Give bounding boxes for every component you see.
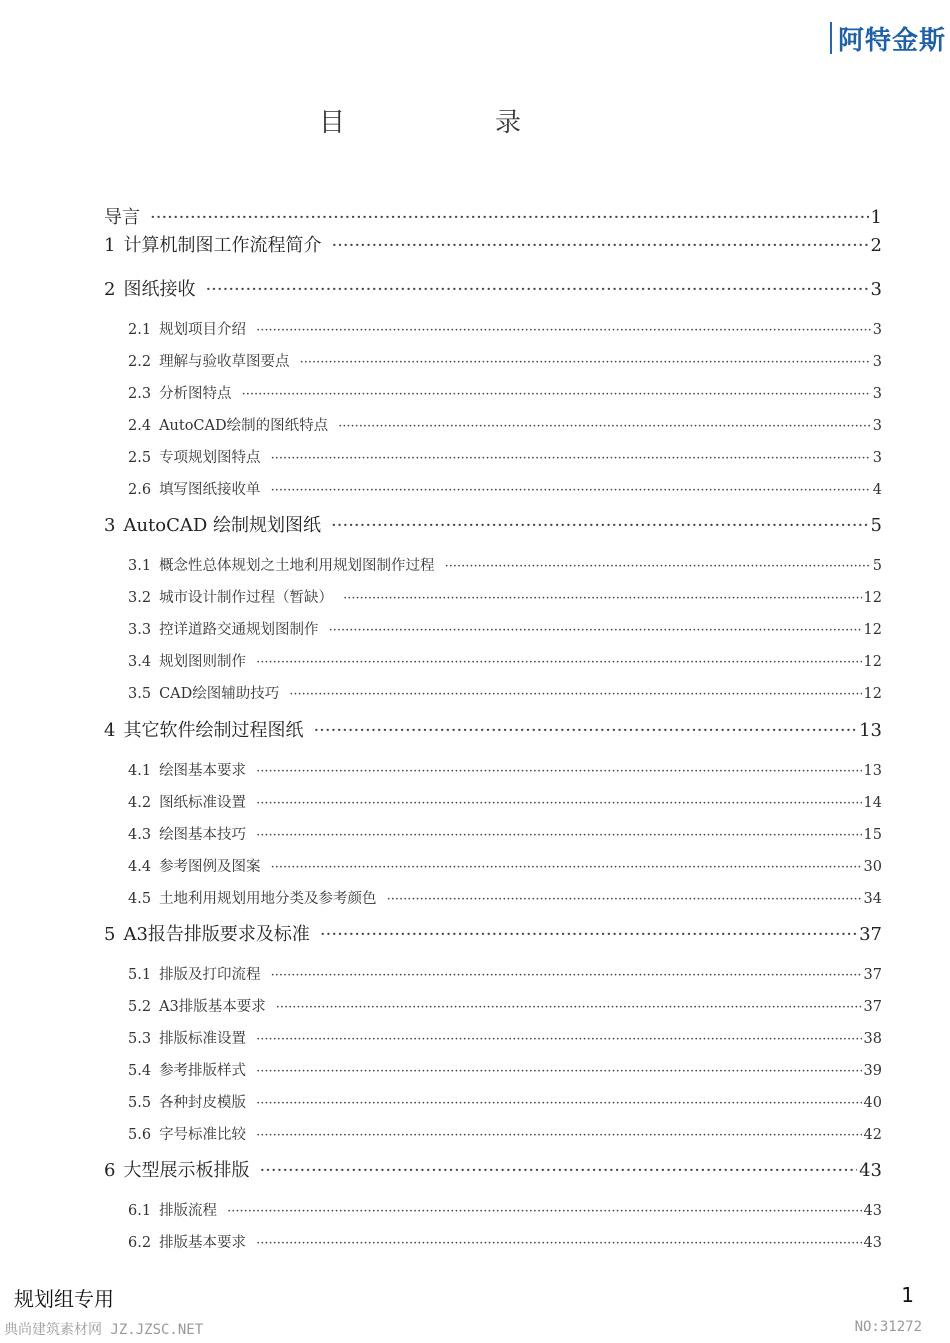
toc-entry[interactable]	[128, 963, 882, 984]
toc-entry[interactable]	[128, 1199, 882, 1220]
toc-entry-page: 5	[870, 515, 882, 536]
toc-entry-number: 2.2	[128, 354, 152, 370]
toc-entry[interactable]	[128, 759, 882, 780]
toc-entry-number: 4.2	[128, 795, 152, 811]
toc-entry-number: 5.5	[128, 1095, 152, 1111]
toc-entry-title: 绘图基本要求	[159, 763, 247, 779]
toc-entry-page: 43	[859, 1160, 882, 1181]
toc-entry-number: 4.3	[128, 827, 152, 843]
toc-entry-number: 5.6	[128, 1127, 152, 1143]
toc-entry-page: 37	[859, 924, 882, 945]
toc-entry-number: 4.5	[128, 891, 152, 907]
toc-entry-title: AutoCAD绘制的图纸特点	[159, 418, 329, 434]
toc-entry-number: 2.3	[128, 386, 152, 402]
toc-leader-dots	[271, 860, 862, 875]
toc-entry-page: 13	[859, 720, 882, 741]
toc-leader-dots	[445, 559, 871, 574]
toc-entry-title: 绘图基本技巧	[159, 827, 247, 843]
toc-entry-page: 12	[863, 654, 882, 670]
toc-entry-title: 大型展示板排版	[123, 1160, 250, 1181]
toc-entry-title: 字号标准比较	[159, 1127, 247, 1143]
toc-entry-page: 2	[870, 235, 882, 256]
toc-entry-number: 6.2	[128, 1235, 152, 1251]
toc-entry[interactable]	[128, 586, 882, 607]
toc-entry-number: 6	[104, 1160, 116, 1181]
watermark-left: 典尚建筑素材网 JZ.JZSC.NET	[4, 1322, 204, 1338]
toc-entry[interactable]	[128, 1059, 882, 1080]
toc-leader-dots	[271, 451, 871, 466]
toc-entry-number: 3	[104, 515, 116, 536]
toc-entry[interactable]	[128, 414, 882, 435]
toc-entry-number: 2.1	[128, 322, 152, 338]
toc-entry-number: 4	[104, 720, 116, 741]
toc-entry-title: 填写图纸接收单	[159, 482, 261, 498]
toc-entry-page: 1	[870, 207, 882, 228]
toc-entry-title: 排版流程	[159, 1203, 218, 1219]
toc-entry-page: 12	[863, 686, 882, 702]
toc-entry[interactable]	[128, 855, 882, 876]
toc-entry-title: 各种封皮模版	[159, 1095, 247, 1111]
toc-entry[interactable]	[128, 1027, 882, 1048]
footer-page-number: 1	[901, 1283, 914, 1307]
toc-entry-title: 图纸标准设置	[159, 795, 247, 811]
toc-leader-dots	[289, 687, 861, 702]
toc-leader-dots	[338, 419, 871, 434]
toc-entry[interactable]	[128, 478, 882, 499]
toc-entry[interactable]	[128, 318, 882, 339]
toc-entry-number: 3.5	[128, 686, 152, 702]
toc-entry-page: 3	[872, 450, 882, 466]
toc-entry[interactable]	[104, 511, 882, 537]
toc-entry[interactable]	[128, 446, 882, 467]
toc-entry-title: 其它软件绘制过程图纸	[123, 720, 304, 741]
toc-entry-page: 3	[872, 386, 882, 402]
toc-entry-page: 12	[863, 622, 882, 638]
toc-entry[interactable]	[128, 350, 882, 371]
toc-entry[interactable]	[128, 1231, 882, 1252]
toc-entry-page: 15	[863, 827, 882, 843]
toc-leader-dots	[271, 483, 871, 498]
toc-leader-dots	[256, 1128, 861, 1143]
toc-leader-dots	[205, 279, 868, 300]
toc-entry-title: 规划图则制作	[159, 654, 247, 670]
toc-entry[interactable]	[128, 1091, 882, 1112]
toc-leader-dots	[320, 924, 857, 945]
toc-entry-title: 排版标准设置	[159, 1031, 247, 1047]
toc-leader-dots	[256, 828, 861, 843]
toc-entry[interactable]	[128, 618, 882, 639]
toc-entry-number: 3.2	[128, 590, 152, 606]
brand-bar	[830, 22, 832, 54]
toc-entry-page: 39	[863, 1063, 882, 1079]
toc-leader-dots	[256, 323, 871, 338]
toc-entry-page: 14	[863, 795, 882, 811]
toc-entry-page: 30	[863, 859, 882, 875]
toc-entry-number: 6.1	[128, 1203, 152, 1219]
toc-entry[interactable]	[128, 887, 882, 908]
toc-leader-dots	[256, 796, 861, 811]
toc-entry-page: 13	[863, 763, 882, 779]
toc-leader-dots	[329, 623, 862, 638]
toc-leader-dots	[256, 764, 861, 779]
toc-entry-page: 3	[872, 418, 882, 434]
toc-leader-dots	[259, 1160, 857, 1181]
brand-logo	[830, 18, 946, 58]
toc-entry-number: 5.1	[128, 967, 152, 983]
toc-entry-page: 34	[863, 891, 882, 907]
toc-leader-dots	[256, 1032, 861, 1047]
toc-entry-title: 专项规划图特点	[159, 450, 261, 466]
toc-entry[interactable]	[104, 203, 882, 229]
toc-entry-title: 概念性总体规划之土地利用规划图制作过程	[159, 558, 435, 574]
footer-label: 规划组专用	[14, 1287, 114, 1311]
watermark-right: NO:31272	[854, 1319, 922, 1335]
toc-entry-title: 计算机制图工作流程简介	[123, 235, 322, 256]
toc-entry-title: 导言	[104, 207, 140, 228]
toc-entry[interactable]	[128, 1123, 882, 1144]
toc-entry-number: 3.3	[128, 622, 152, 638]
toc-leader-dots	[331, 515, 869, 536]
toc-entry[interactable]	[128, 554, 882, 575]
toc-leader-dots	[300, 355, 871, 370]
toc-entry-title: 城市设计制作过程（暂缺）	[159, 590, 334, 606]
toc-entry[interactable]	[104, 920, 882, 946]
toc-entry-page: 37	[863, 999, 882, 1015]
toc-leader-dots	[256, 655, 861, 670]
toc-entry[interactable]	[104, 275, 882, 301]
toc-entry-number: 3.4	[128, 654, 152, 670]
toc-entry[interactable]	[128, 650, 882, 671]
toc-entry-title: 土地利用规划用地分类及参考颜色	[159, 891, 377, 907]
toc-leader-dots	[256, 1064, 861, 1079]
toc-entry-number: 1	[104, 235, 116, 256]
toc-title: 目录	[318, 108, 671, 138]
brand-name: 阿特金斯	[837, 25, 946, 56]
toc-entry[interactable]	[128, 823, 882, 844]
toc-entry-title: 参考排版样式	[159, 1063, 247, 1079]
toc-entry-number: 4.1	[128, 763, 152, 779]
toc-entry-page: 40	[863, 1095, 882, 1111]
toc-entry-page: 38	[863, 1031, 882, 1047]
toc-entry-number: 5.4	[128, 1063, 152, 1079]
toc-entry[interactable]	[104, 1156, 882, 1182]
toc-entry-title: 理解与验收草图要点	[159, 354, 290, 370]
toc-leader-dots	[276, 1000, 862, 1015]
toc-leader-dots	[242, 387, 871, 402]
toc-leader-dots	[150, 207, 869, 228]
toc-entry[interactable]	[128, 682, 882, 703]
toc-entry-page: 3	[870, 279, 882, 300]
toc-leader-dots	[271, 968, 862, 983]
toc-entry-title: 分析图特点	[159, 386, 232, 402]
toc-entry-page: 4	[872, 482, 882, 498]
toc-entry-title: 规划项目介绍	[159, 322, 247, 338]
toc-entry-title: 排版基本要求	[159, 1235, 247, 1251]
toc-entry-title: 图纸接收	[123, 279, 196, 300]
toc-leader-dots	[313, 720, 857, 741]
toc-entry-page: 37	[863, 967, 882, 983]
toc-entry-page: 3	[872, 322, 882, 338]
toc-entry-page: 12	[863, 590, 882, 606]
toc-entry-page: 42	[863, 1127, 882, 1143]
toc-entry-number: 5.2	[128, 999, 152, 1015]
toc-leader-dots	[343, 591, 861, 606]
toc-entry[interactable]	[128, 791, 882, 812]
toc-entry-title: A3报告排版要求及标准	[123, 924, 310, 945]
toc-entry-number: 2.5	[128, 450, 152, 466]
toc-entry-title: A3排版基本要求	[159, 999, 266, 1015]
toc-entry-number: 3.1	[128, 558, 152, 574]
toc-entry-page: 5	[872, 558, 882, 574]
toc-entry-title: 参考图例及图案	[159, 859, 261, 875]
toc-entry-page: 43	[863, 1203, 882, 1219]
toc-entry[interactable]	[104, 231, 882, 257]
toc-entry-title: CAD绘图辅助技巧	[159, 686, 280, 702]
toc-entry-number: 5	[104, 924, 116, 945]
toc-entry-page: 3	[872, 354, 882, 370]
toc-entry-number: 2.4	[128, 418, 152, 434]
toc-entry-number: 5.3	[128, 1031, 152, 1047]
toc-leader-dots	[331, 235, 868, 256]
toc-leader-dots	[387, 892, 862, 907]
toc-entry-page: 43	[863, 1235, 882, 1251]
toc-entry-title: 控详道路交通规划图制作	[159, 622, 319, 638]
toc-entry[interactable]	[128, 995, 882, 1016]
toc-leader-dots	[256, 1096, 861, 1111]
toc-entry[interactable]	[104, 716, 882, 742]
toc-entry-number: 2.6	[128, 482, 152, 498]
toc-entry[interactable]	[128, 382, 882, 403]
toc-entry-title: AutoCAD 绘制规划图纸	[123, 515, 322, 536]
toc-leader-dots	[256, 1236, 861, 1251]
toc-entry-number: 4.4	[128, 859, 152, 875]
toc-leader-dots	[227, 1204, 861, 1219]
toc-entry-number: 2	[104, 279, 116, 300]
toc-entry-title: 排版及打印流程	[159, 967, 261, 983]
